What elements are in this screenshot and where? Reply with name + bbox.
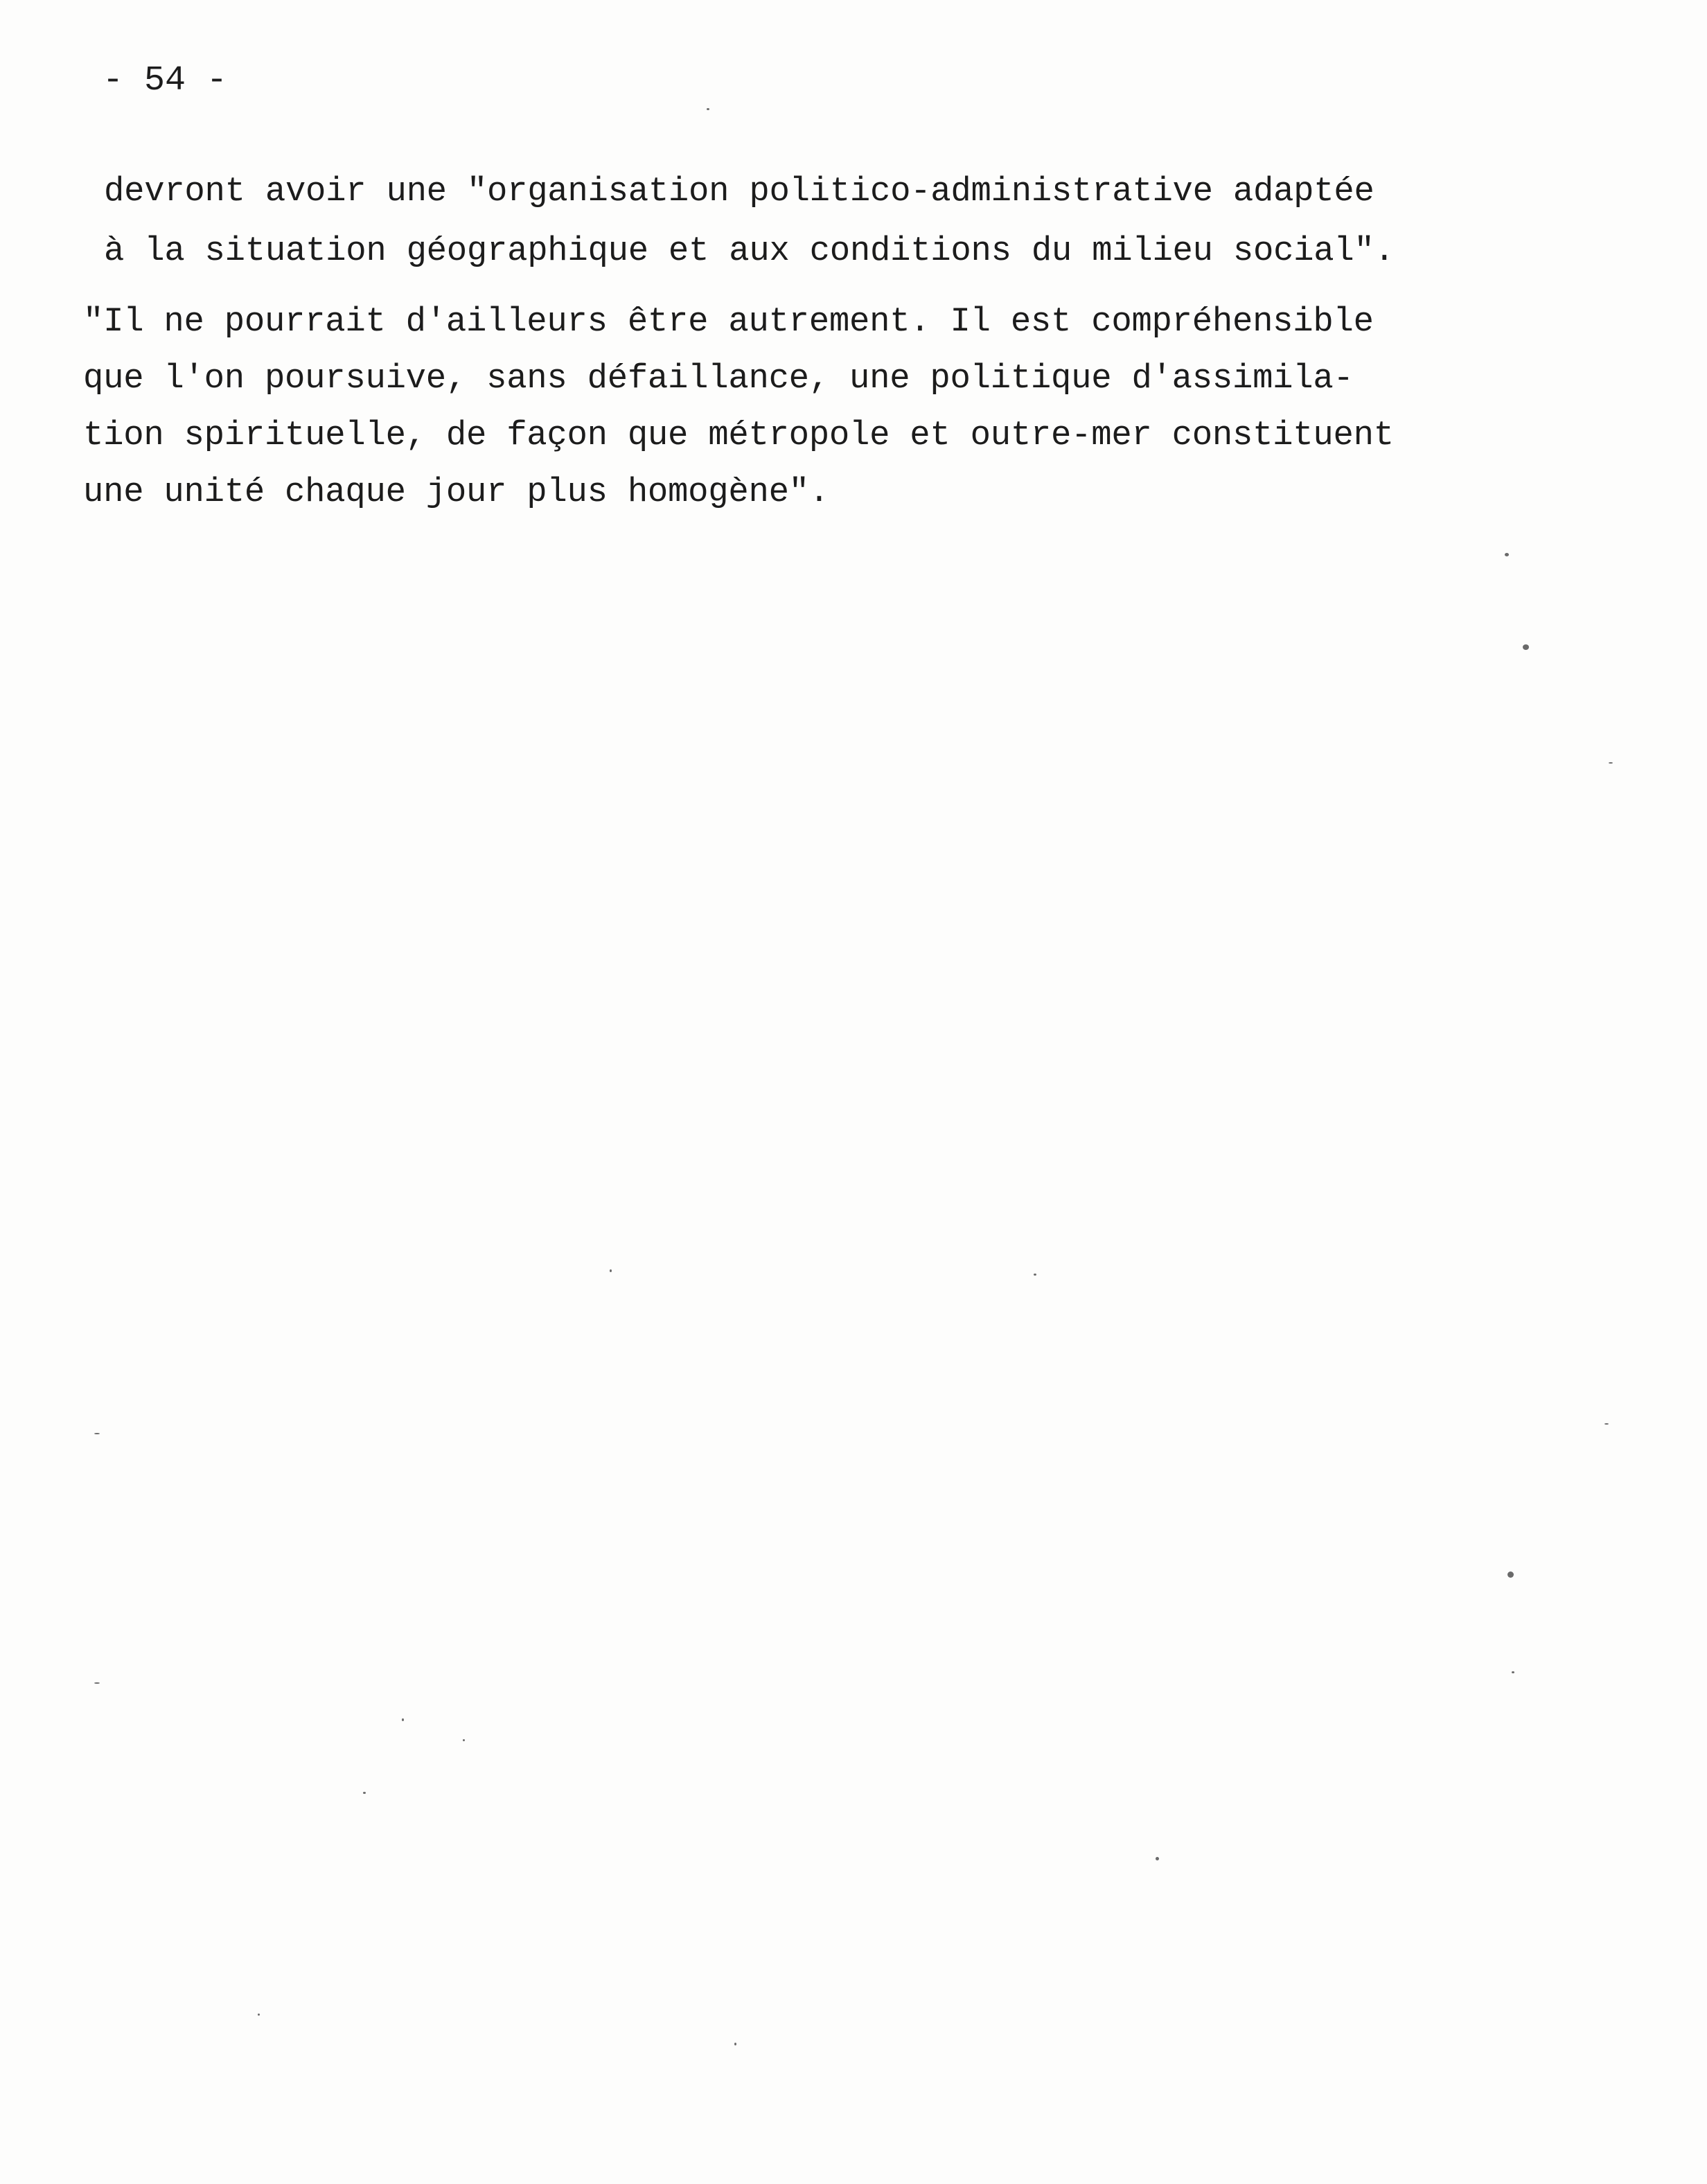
scan-speck: [258, 2014, 260, 2016]
scan-speck: [1604, 1423, 1609, 1425]
scan-speck: [94, 1682, 100, 1684]
scan-speck: [94, 1433, 100, 1434]
scan-speck: [1523, 644, 1529, 650]
scan-speck: [1034, 1274, 1036, 1276]
scan-speck: [734, 2043, 736, 2045]
scan-speck: [363, 1792, 366, 1794]
scan-speck: [1609, 762, 1613, 764]
text-line-3: "Il ne pourrait d'ailleurs être autrement. Il est compréhensible: [83, 302, 1374, 341]
scan-speck: [463, 1739, 465, 1741]
text-line-6: une unité chaque jour plus homogène".: [83, 473, 829, 511]
scan-speck: [1507, 1571, 1514, 1578]
text-line-5: tion spirituelle, de façon que métropole et outre-mer constituent: [83, 416, 1394, 455]
scan-speck: [1505, 553, 1509, 556]
scan-speck: [707, 108, 709, 110]
text-line-4: que l'on poursuive, sans défaillance, une politique d'assimila-: [83, 359, 1354, 398]
scan-speck: [402, 1718, 404, 1721]
scan-speck: [1156, 1857, 1159, 1860]
text-line-2: à la situation géographique et aux conditions du milieu social".: [104, 231, 1395, 270]
scan-speck: [610, 1269, 612, 1272]
text-line-1: devront avoir une "organisation politico-administrative adaptée: [104, 172, 1374, 211]
scan-speck: [1512, 1671, 1514, 1673]
page-number: - 54 -: [103, 61, 228, 100]
